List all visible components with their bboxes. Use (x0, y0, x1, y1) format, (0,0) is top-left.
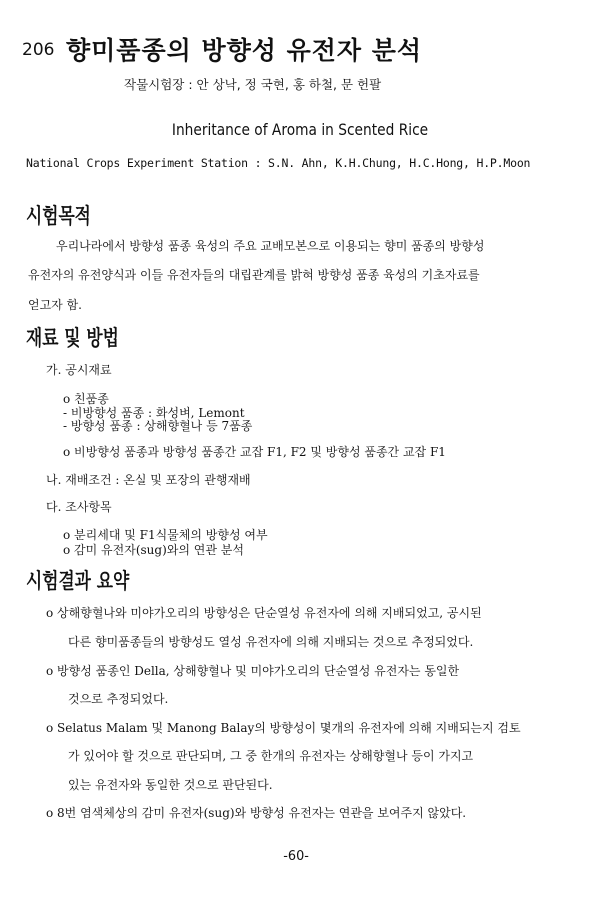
methods-line: o 비방향성 품종과 방향성 품종간 교잡 F1, F2 및 방향성 품종간 교잡 F1 (63, 445, 446, 459)
page-title: 향미품종의 방향성 유전자 분석 (66, 36, 423, 65)
methods-line: 나. 재배조건 : 온실 및 포장의 관행재배 (46, 473, 251, 487)
page-number: 206 (22, 40, 55, 60)
results-line: 것으로 추정되었다. (68, 692, 169, 706)
section-heading-objective: 시험목적 (26, 204, 91, 228)
methods-line: - 방향성 품종 : 상해향혈나 등 7품종 (63, 419, 253, 433)
methods-line: o 감미 유전자(sug)와의 연관 분석 (63, 543, 244, 557)
methods-line: 다. 조사항목 (46, 500, 112, 514)
results-line: o 방향성 품종인 Della, 상해향혈나 및 미야가오리의 단순열성 유전자는 동일한 (46, 664, 460, 678)
section-heading-results: 시험결과 요약 (26, 569, 130, 593)
results-line: 가 있어야 할 것으로 판단되며, 그 중 한개의 유전자는 상해향혈나 등이 가지고 (68, 749, 474, 763)
english-authors: National Crops Experiment Station : S.N. Ahn, K.H.Chung, H.C.Hong, H.P.Moon (26, 156, 531, 170)
results-line: 다른 향미품종들의 방향성도 열성 유전자에 의해 지배되는 것으로 추정되었다. (68, 635, 474, 649)
methods-line: o 친품종 (63, 392, 109, 406)
objective-line: 얻고자 함. (28, 298, 82, 312)
methods-line: 가. 공시재료 (46, 363, 112, 377)
methods-line: o 분리세대 및 F1식물체의 방향성 여부 (63, 528, 268, 542)
english-title: Inheritance of Aroma in Scented Rice (171, 120, 429, 139)
objective-line: 우리나라에서 방향성 품종 육성의 주요 교배모본으로 이용되는 향미 품종의 방향성 (56, 239, 485, 253)
page-footer-number: -60- (283, 849, 309, 864)
results-line: 있는 유전자와 동일한 것으로 판단된다. (68, 778, 273, 792)
results-line: o Selatus Malam 및 Manong Balay의 방향성이 몇개의 유전자에 의해 지배되는지 검토 (46, 721, 521, 735)
authors-korean: 작물시험장 : 안 상낙, 정 국현, 홍 하철, 문 헌팔 (124, 77, 382, 92)
methods-line: - 비방향성 품종 : 화성벼, Lemont (63, 406, 245, 420)
results-line: o 상해향혈나와 미야가오리의 방향성은 단순열성 유전자에 의해 지배되었고, 공시된 (46, 606, 482, 620)
objective-line: 유전자의 유전양식과 이들 유전자들의 대립관계를 밝혀 방향성 품종 육성의 기초자료를 (28, 268, 480, 282)
section-heading-methods: 재료 및 방법 (26, 326, 119, 350)
results-line: o 8번 염색체상의 감미 유전자(sug)와 방향성 유전자는 연관을 보여주지 않았다. (46, 806, 467, 820)
